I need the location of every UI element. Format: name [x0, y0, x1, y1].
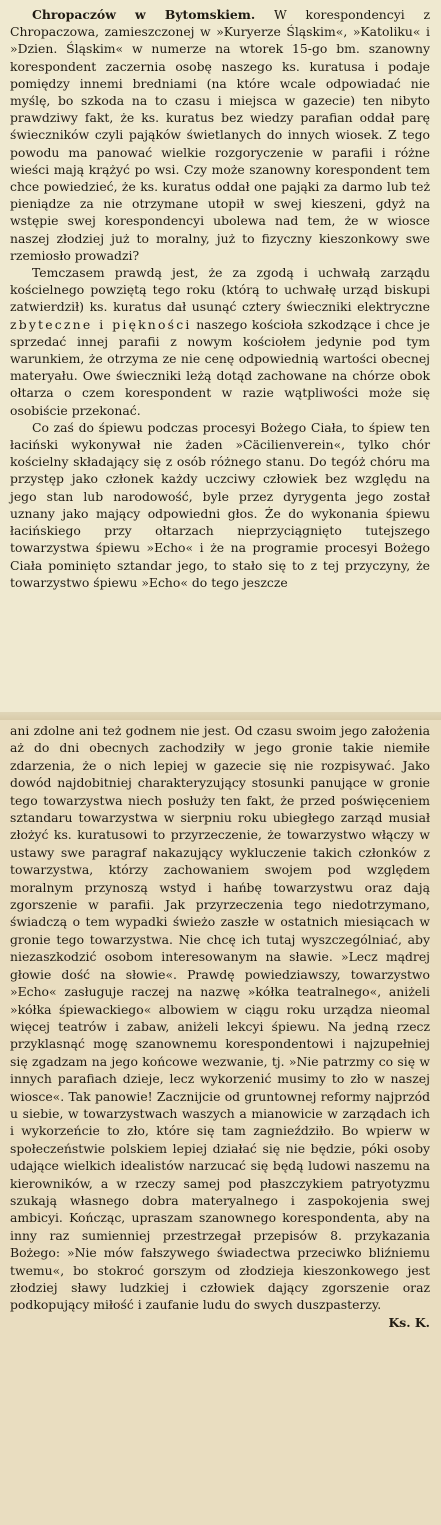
- paragraph-2-text-b: naszego kościoła szkodzące i chce je sprzedać innej parafii z nowym kościołem jedynie pod tym warunkiem, że otrzyma ze nie cenę odpowiednią wartości obecnej materyału. Owe świeczniki leżą dotąd zachowane na chórze obok ołtarza o czem korespondent w razie wątpliwości może się osobiście przekonać.: [10, 316, 430, 418]
- article-text-lower: [10, 722, 430, 1331]
- article-text-upper: [10, 6, 430, 591]
- paragraph-1: [10, 6, 430, 264]
- clipping-lower-section: [0, 720, 441, 1525]
- paragraph-2-emphasis: zbyteczne i piękności: [10, 316, 192, 332]
- paragraph-4: [10, 722, 430, 1330]
- paragraph-1-text: W korespondencyi z Chropaczowa, zamieszczonej w »Kuryerze Śląskim«, »Katoliku« i »Dzien. Śląskim« w numerze na wtorek 15-go bm. szanowny korespondent zaczernia osobę naszego ks. kuratusa i podaje pomiędzy innemi bredniami (na które wcale odpowiadać nie myślę, bo szkoda na to czasu i miejsca w gazecie) ten nibyto prawdziwy fakt, że ks. kuratus bez wiedzy parafian oddał parę świeczników czyli pająków świetlanych do innych wiosek. Z tego powodu ma panować wielkie rozgoryczenie w parafii i różne wieści mają krążyć po wsi. Czy może szanowny korespondent tem chce powiedzieć, że ks. kuratus oddał one pająki za darmo lub też pieniądze za nie otrzymane utopił w swej kieszeni, gdyż na wstępie swej korespondencyi ubolewa nad tem, że w wiosce naszej złodziej już to moralny, już to fizyczny kieszonkowy swe rzemiosło prowadzi?: [10, 7, 430, 263]
- article-lead: Chropaczów w Bytomskiem.: [32, 7, 256, 22]
- paragraph-2-text-a: Temczasem prawdą jest, że za zgodą i uchwałą zarządu kościelnego powziętą tego roku (którą to uchwałę urząd biskupi zatwierdził) ks. kuratus dał usunąć cztery świeczniki elektryczne: [10, 265, 430, 315]
- paragraph-3: Co zaś do śpiewu podczas procesyi Bożego Ciała, to śpiew ten łaciński wykonywał nie żaden »Cäcilienverein«, tylko chór kościelny składający się z osób różnego stanu. Do tegóż chóru ma przystęp jako członek każdy uczciwy człowiek bez względu na jego stan lub narodowość, byle przez dyrygenta jego został uznany jako mający odpowiedni głos. Że do wykonania śpiewu łacińskiego przy ołtarzach nieprzyciągnięto tutejszego towarzystwa śpiewu »Echo« i że na programie procesyi Bożego Ciała pominięto sztandar jego, to stało się to z tej przyczyny, że towarzystwo śpiewu »Echo« do tego jeszcze: [10, 419, 430, 590]
- paragraph-2: [10, 264, 430, 419]
- signature: Ks. K.: [388, 1314, 430, 1330]
- clipping-upper-section: [0, 0, 441, 720]
- paragraph-4-text: ani zdolne ani też godnem nie jest. Od czasu swoim jego założenia aż do dni obecnych zachodziły w jego gronie takie niemiłe zdarzenia, że o nich lepiej w gazecie się nie rozpisywać. Jako dowód najdobitniej charakteryzujący stosunki panujące w gronie tego towarzystwa niech posłuży ten fakt, że przed poświęceniem sztandaru towarzystwa w sierpniu roku ubiegłego zarząd musiał złożyć ks. kuratusowi to przyrzeczenie, że towarzystwo włączy w ustawy swe paragraf nakazujący wykluczenie takich członków z towarzystwa, którzy zachowaniem swojem pod względem moralnym przynoszą wstyd i hańbę towarzystwu oraz dają zgorszenie w parafii. Jak przyrzeczenia tego niedotrzymano, świadczą o tem wypadki świeżo zaszłe w ostatnich miesiącach w gronie tego towarzystwa. Nie chcę ich tutaj wyszczególniać, aby niezaszkodzić osobom interesowanym na sławie. »Lecz mądrej głowie dość na słowie«. Prawdę powiedziawszy, towarzystwo »Echo« zasługuje raczej na nazwę »kółka teatralnego«, aniżeli »kółka śpiewackiego« albowiem w ciągu roku urządza nieomal więcej teatrów i zabaw, aniżeli lekcyi śpiewu. Na jedną rzecz przyklasnąć mogę szanownemu korespondentowi i najzupełniej się zgadzam na jego końcowe wezwanie, tj. »Nie patrzmy co się w innych parafiach dzieje, lecz wykorzenić musimy to zło w naszej wiosce«. Tak panowie! Zacznijcie od gruntownej reformy najprzód u siebie, w towarzystwach waszych a mianowicie w zarządach ich i wykorzeńcie to zło, które się tam zagnieździło. Bo wpierw w społeczeństwie polskiem lepiej działać się nie będzie, póki osoby udające wielkich idealistów narzucać się będą ludowi naszemu na kierowników, a w rzeczy samej pod płaszczykiem patryotyzmu szukają własnego dobra materyalnego i zaspokojenia swej ambicyi. Kończąc, upraszam szanownego korespondenta, aby na inny raz sumienniej przestrzegał przepisów 8. przykazania Bożego: »Nie mów fałszywego świadectwa przeciwko bliźniemu twemu«, bo stokroć gorszym od złodzieja kieszonkowego jest złodziej sławy ludzkiej i człowiek dający zgorszenie oraz podkopujący miłość i zaufanie ludu do swych duszpasterzy.: [10, 723, 430, 1313]
